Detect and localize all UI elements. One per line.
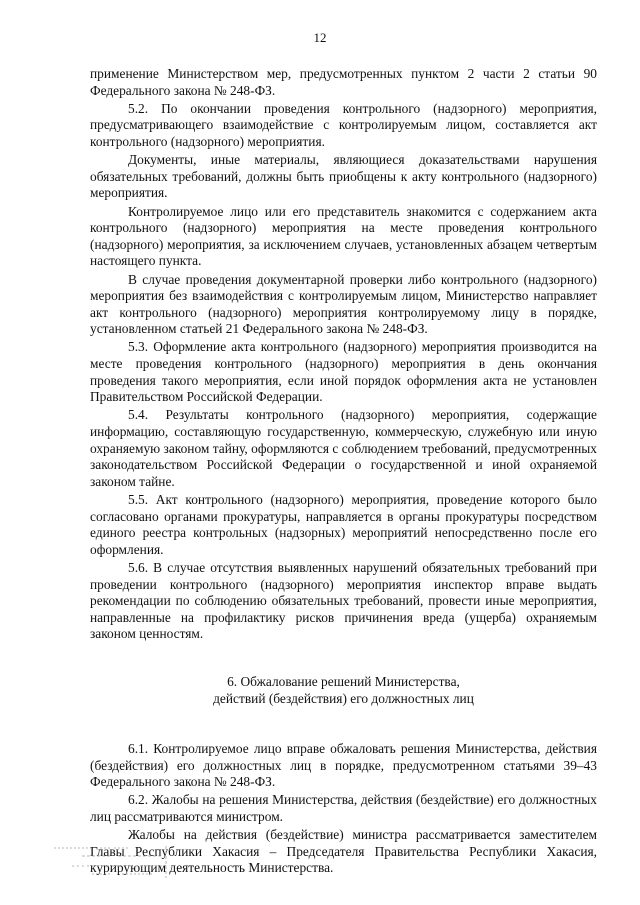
paragraphs-top — [90, 66, 597, 643]
paragraph: 5.2. По окончании проведения контрольного (надзорного) мероприятия, предусматривающего взаимодействие с контролируемым лицом, составляется акт контрольного (надзорного) мероприятия. — [90, 100, 597, 149]
paragraph: применение Министерством мер, предусмотренных пунктом 2 части 2 статьи 90 Федерального закона № 248-ФЗ. — [90, 66, 597, 98]
paragraph: 5.5. Акт контрольного (надзорного) мероприятия, проведение которого было согласовано органами прокуратуры, направляется в органы прокуратуры посредством единого реестра контрольных (надзорных) мероприятий непосредственно после его оформления. — [90, 492, 597, 557]
section-heading-line-2: действий (бездействия) его должностных лиц — [213, 690, 474, 706]
paragraph: Жалобы на действия (бездействие) министра рассматривается заместителем Главы Республики Хакасия – Председателя Правительства Республики Хакасия, курирующим деятельность Министерства. — [90, 827, 597, 876]
section-heading-line-1: 6. Обжалование решений Министерства, — [227, 673, 460, 689]
paragraph: В случае проведения документарной проверки либо контрольного (надзорного) мероприятия без взаимодействия с контролируемым лицом, Министерство направляет акт контрольного (надзорного) мероприятия контролируемому лицу в порядке, установленном статьей 21 Федерального закона № 248-ФЗ. — [90, 271, 597, 337]
paragraph: 5.6. В случае отсутствия выявленных нарушений обязательных требований при проведении контрольного (надзорного) мероприятия инспектор вправе выдать рекомендации по соблюдению обязательных требований, провести иные мероприятия, направленные на профилактику рисков причинения вреда (ущерба) охраняемым законом ценностям. — [90, 559, 597, 642]
page-number: 12 — [313, 30, 327, 45]
paragraph: 5.4. Результаты контрольного (надзорного) мероприятия, содержащие информацию, составляющую государственную, коммерческую, служебную или иную охраняемую законом тайну, оформляются с соблюдением требований, предусмотренных законодательством Российской Федерации о государственной и иной охраняемой законом тайне. — [90, 407, 597, 489]
faded-stamp-icon — [52, 842, 172, 882]
section-heading — [90, 673, 597, 707]
paragraph: 6.1. Контролируемое лицо вправе обжаловать решения Министерства, действия (бездействия) его должностных лиц в порядке, предусмотренном статьями 39–43 Федерального закона № 248-ФЗ. — [90, 740, 597, 790]
paragraph: 6.2. Жалобы на решения Министерства, действия (бездействие) его должностных лиц рассматриваются министром. — [90, 792, 597, 824]
document-body — [90, 66, 597, 878]
paragraph: Документы, иные материалы, являющиеся доказательствами нарушения обязательных требований, должны быть приобщены к акту контрольного (надзорного) мероприятия. — [90, 152, 597, 201]
paragraph: Контролируемое лицо или его представитель знакомится с содержанием акта контрольного (надзорного) мероприятия на месте проведения контрольного (надзорного) мероприятия, за исключением случаев, установленных абзацем четвертым настоящего пункта. — [90, 203, 597, 269]
paragraph: 5.3. Оформление акта контрольного (надзорного) мероприятия производится на месте проведения контрольного (надзорного) мероприятия в день окончания проведения такого мероприятия, если иной порядок оформления акта не установлен Правительством Российской Федерации. — [90, 339, 597, 405]
